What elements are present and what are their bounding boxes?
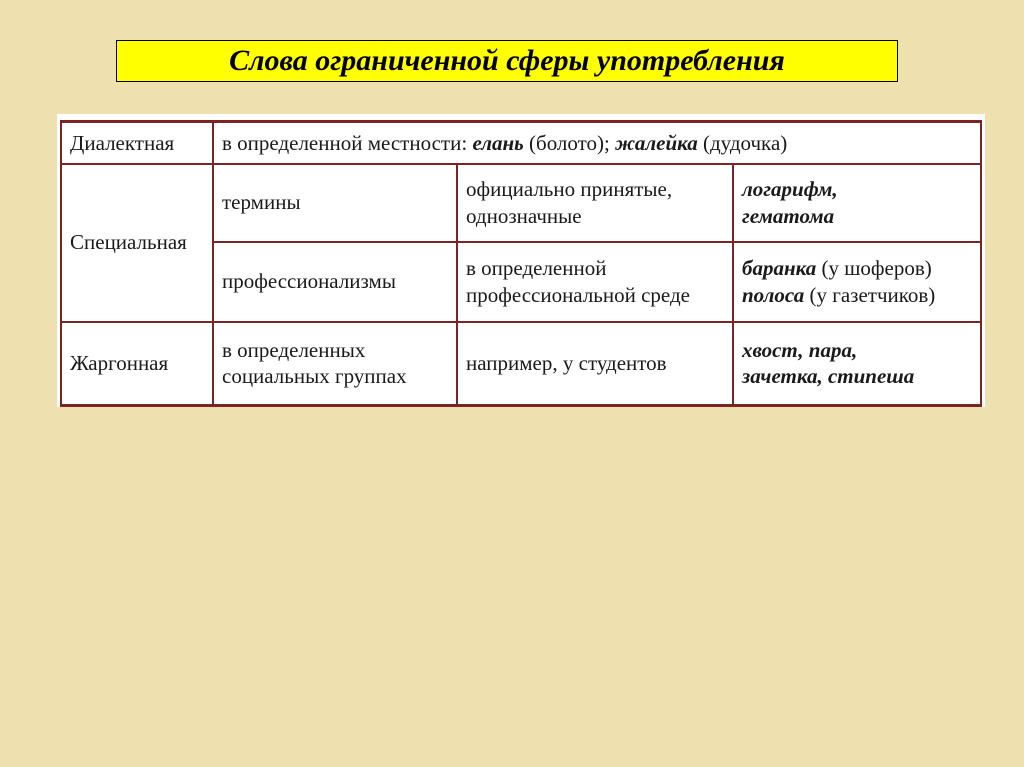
prof-example-1: баранка xyxy=(742,256,817,281)
word-categories-table xyxy=(60,120,982,407)
prof-example-line-1 xyxy=(742,255,972,281)
jargon-label: Жаргонная xyxy=(70,351,169,376)
jargon-example-line-1: хвост, пара, xyxy=(742,338,858,362)
terms-desc-line-2: однозначные xyxy=(466,203,582,228)
table-row xyxy=(61,322,981,406)
table-row xyxy=(61,164,981,242)
terms-examples-cell xyxy=(733,164,981,242)
jargon-note: например, у студентов xyxy=(466,351,667,376)
jargon-label-cell xyxy=(61,322,213,406)
prof-desc-line-2: профессиональной среде xyxy=(466,282,690,307)
dialect-gloss-2: (дудочка) xyxy=(697,130,788,155)
jargon-desc-line-1: в определенных xyxy=(222,338,366,362)
terms-desc-line-1: официально принятые, xyxy=(466,177,673,202)
jargon-note-cell xyxy=(457,322,733,406)
dialect-label-cell xyxy=(61,122,213,164)
prof-desc-cell xyxy=(457,242,733,322)
table-row xyxy=(61,122,981,164)
prof-example-line-2 xyxy=(742,282,972,308)
prof-examples-cell xyxy=(733,242,981,322)
dialect-desc-prefix: в определенной местности: xyxy=(222,130,473,155)
special-label: Специальная xyxy=(70,230,187,255)
jargon-desc-line-2: социальных группах xyxy=(222,364,407,389)
jargon-desc-cell xyxy=(213,322,457,406)
prof-gloss-1: (у шоферов) xyxy=(816,256,932,281)
prof-desc-line-1: в определенной xyxy=(466,256,607,281)
dialect-description xyxy=(222,130,972,156)
prof-label: профессионализмы xyxy=(222,269,396,294)
prof-label-cell xyxy=(213,242,457,322)
slide-title-box xyxy=(116,40,898,82)
slide-title: Слова ограниченной сферы употребления xyxy=(229,44,785,77)
terms-label-cell xyxy=(213,164,457,242)
terms-desc-cell xyxy=(457,164,733,242)
prof-example-2: полоса xyxy=(742,282,805,307)
jargon-examples-cell xyxy=(733,322,981,406)
jargon-example-line-2: зачетка, стипеша xyxy=(742,364,915,389)
prof-gloss-2: (у газетчиков) xyxy=(804,282,936,307)
special-label-cell xyxy=(61,164,213,322)
terms-example-line-1: логарифм, xyxy=(742,177,838,202)
dialect-example-1: елань xyxy=(472,130,524,155)
dialect-desc-cell xyxy=(213,122,981,164)
dialect-gloss-1: (болото); xyxy=(523,130,616,155)
terms-label: термины xyxy=(222,190,301,215)
dialect-label: Диалектная xyxy=(70,130,175,155)
terms-example-line-2: гематома xyxy=(742,203,835,228)
table-image xyxy=(57,114,985,407)
dialect-example-2: жалейка xyxy=(615,130,698,155)
